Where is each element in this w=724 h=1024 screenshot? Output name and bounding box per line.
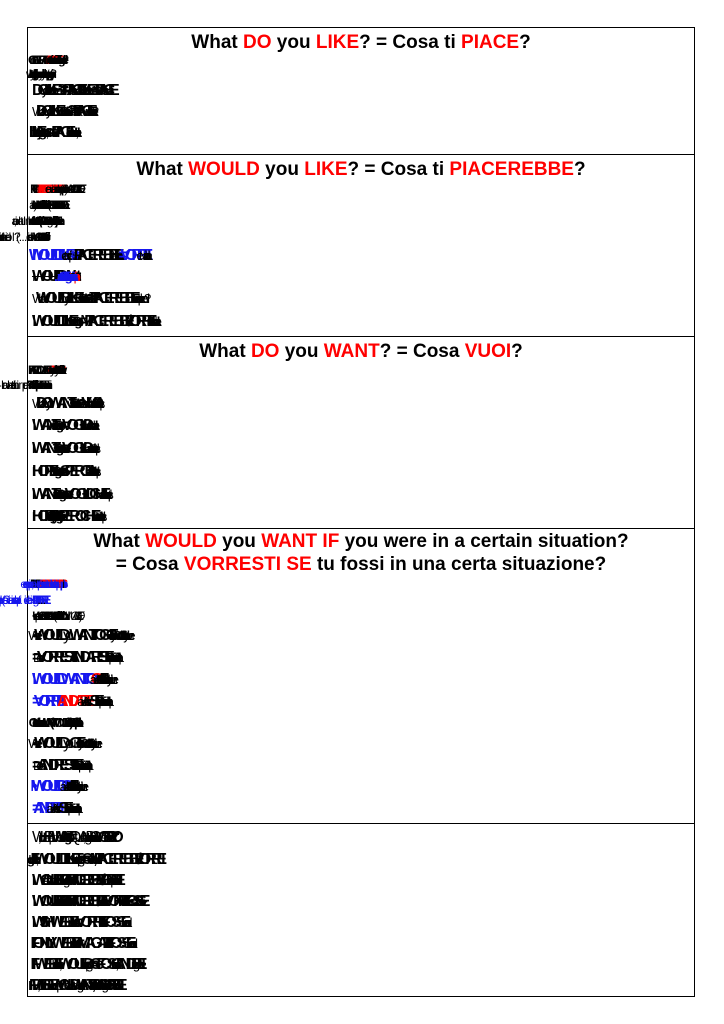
text-run: VOGLIO: [32, 230, 43, 244]
section-body: [32, 363, 690, 528]
text-line: [32, 122, 690, 143]
text-run: DESIDERI: [49, 363, 58, 377]
text-run: vada: [95, 509, 99, 524]
text-run: Andare: [88, 418, 94, 433]
text-run: IF: [32, 956, 35, 973]
text-run: WISH: [32, 914, 50, 931]
text-run: TO go: [55, 418, 61, 433]
text-run: Cosa: [38, 577, 40, 591]
text-line: [32, 870, 690, 891]
text-run: at the weekend: [65, 103, 68, 119]
text-run: I Could Go: [73, 779, 77, 794]
text-run: QUANDO: [68, 829, 95, 846]
text-run: HOPE: [32, 463, 54, 480]
text-line: [32, 733, 690, 755]
text-run: DESIDEREI: [32, 593, 43, 607]
text-run: Could Go: [80, 736, 91, 751]
text-run: andare: [88, 441, 93, 456]
text-run: WOULD LIKE -: [64, 182, 76, 196]
text-run: Fare: [134, 291, 136, 306]
text-run: VORRO': [94, 829, 113, 846]
text-run: = VOGLIO: [60, 440, 89, 457]
text-line: [32, 755, 690, 776]
text-run: FAREBBE PIACERE: [40, 198, 65, 212]
text-run: TO do: [60, 103, 66, 119]
text-run: potess: [59, 577, 63, 591]
text-run: WERE: [32, 977, 51, 994]
text-run: happy: [43, 66, 49, 81]
section-would-you-like: [28, 155, 694, 337]
text-line: [32, 483, 690, 506]
section-body: [32, 824, 690, 996]
section-title: [32, 340, 690, 363]
text-run: WERE: [51, 935, 76, 952]
text-run: = VOGLIO CHE: [62, 486, 106, 503]
text-run: =: [91, 82, 95, 99]
text-run: VORREI: [100, 977, 118, 994]
text-run: ANDREI: [114, 956, 140, 973]
text-run: WOULD: [34, 627, 65, 644]
text-run: WOULD LIKE: [32, 313, 74, 330]
text-run: Andare: [149, 314, 156, 329]
text-run: WANT TO GO IF: [69, 627, 113, 644]
text-run: LIKE: [44, 82, 57, 99]
text-run: What: [136, 159, 189, 180]
text-run: WOULD Want: [32, 268, 76, 285]
text-run: NON: [55, 609, 65, 623]
text-run: = VOGLIO: [60, 417, 89, 434]
text-run: = VORREI: [32, 693, 57, 710]
grammar-sheet: [27, 27, 695, 997]
text-run: MI PIACEREBBE / VORREI: [89, 851, 160, 868]
text-run: Dove: [35, 650, 37, 665]
text-run: In GENERALE: [32, 53, 47, 67]
text-run: you: [216, 531, 262, 552]
text-run: Potessi Andare: [67, 801, 76, 816]
text-run: you: [259, 159, 305, 180]
text-run: What: [32, 291, 36, 306]
text-run: you were in a certain situation?: [339, 531, 629, 552]
text-run: PIACE: [51, 124, 71, 141]
text-run: = Se FOSSI: [88, 956, 115, 973]
text-run: goING: [41, 125, 48, 140]
text-run: WHEN: [32, 829, 52, 846]
text-line: [32, 363, 690, 377]
text-run: HOPE: [32, 508, 54, 525]
text-line: [32, 310, 690, 333]
text-run: Go: [90, 671, 102, 688]
text-run: FA PIACERE: [46, 53, 59, 67]
text-run: FOSSE: [123, 893, 144, 910]
text-run: I WOULD LIKE: [32, 247, 71, 264]
text-run: idiomaticamente: [53, 214, 59, 228]
text-run: • Where: [32, 736, 35, 751]
text-run: = VORREI: [73, 914, 101, 931]
text-run: WOULD Go: [32, 778, 72, 795]
text-line: [32, 798, 690, 819]
text-run: DO: [35, 102, 48, 120]
text-run: TO do: [78, 291, 84, 306]
text-run: WANT: [323, 341, 380, 362]
text-run: = MI PIACEREBBE / VORREI: [66, 872, 117, 889]
text-line: [32, 776, 690, 798]
text-run: In PARTICOLARE: [32, 363, 48, 377]
text-run: DO: [243, 32, 272, 53]
text-run: questo weekend?: [135, 291, 146, 306]
text-line: [32, 624, 690, 647]
text-run: WOULD LIKE To: [32, 893, 67, 910]
text-run: I LIKE: [82, 82, 92, 99]
text-run: =: [78, 313, 81, 330]
text-run: ?: [62, 53, 63, 67]
text-line: [32, 576, 690, 592]
text-run: PIACEREBBE: [73, 247, 119, 264]
text-run: 2°Condizionale: [38, 198, 41, 212]
text-run: TO go: [73, 314, 79, 329]
text-run: TI: [89, 290, 90, 307]
text-run: Potessi Andare: [78, 758, 87, 773]
text-run: =: [47, 124, 52, 141]
text-run: TO do: [71, 396, 77, 411]
text-run: ? =: [57, 82, 64, 99]
text-run: him TO go: [55, 487, 63, 502]
text-run: MI: [80, 313, 85, 330]
text-run: DO: [35, 395, 48, 412]
text-line: [32, 592, 690, 608]
text-run: IF ONLY: [32, 935, 52, 952]
text-line: [32, 377, 690, 393]
text-line: [32, 213, 690, 229]
text-run: PIACE: [72, 102, 92, 120]
text-run: PIACEREBBE: [449, 159, 574, 180]
text-run: PIACEREBBE / VORREI: [84, 313, 150, 330]
text-run: Cosa: [79, 396, 82, 411]
text-run: the cinema: [56, 83, 58, 98]
text-line: [32, 647, 690, 669]
section-subtitle: [32, 553, 690, 576]
text-line: [32, 54, 690, 68]
text-run: SE: [58, 800, 68, 817]
text-run: pleasure: [32, 66, 35, 81]
text-run: VUOI: [81, 395, 97, 412]
text-run: IF: [71, 778, 74, 795]
text-run: you: [64, 627, 70, 644]
section-would-you-want-if: [28, 529, 694, 824]
text-run: = MI PIACEREBBE: [66, 893, 104, 910]
text-run: you: [279, 341, 324, 362]
text-line: [32, 975, 690, 996]
text-run: Would: [32, 198, 39, 212]
text-line: [32, 912, 690, 933]
text-run: WOULD: [145, 531, 217, 552]
text-line: [32, 506, 690, 528]
text-run: PIACE: [63, 82, 83, 99]
text-run: Could Go: [112, 628, 124, 643]
text-run: wish: [57, 363, 61, 377]
text-run: PIACE: [94, 82, 114, 99]
text-run: = Se: [80, 851, 90, 868]
text-run: Potessi Andare: [98, 694, 107, 709]
text-run: I LIKE: [32, 124, 42, 141]
text-run: What: [191, 32, 243, 53]
text-run: ?: [50, 66, 51, 81]
text-run: WANT: [261, 531, 318, 552]
text-run: enjoy: [48, 66, 51, 81]
text-run: VORREI (letteralmente WOULD WANT): [32, 214, 54, 228]
text-run: TO go: [55, 441, 61, 456]
text-run: = Cosa: [115, 554, 184, 575]
section-title: [32, 31, 690, 54]
text-run: = VORREI: [118, 247, 146, 264]
text-run: ? = Cosa ti: [359, 32, 462, 53]
text-run: WERE: [49, 914, 74, 931]
text-run: What: [199, 341, 251, 362]
text-run: = MAGARI: [75, 935, 107, 952]
text-run: ANDARE: [56, 693, 90, 710]
text-run: WANT: [32, 417, 56, 434]
text-run: WOULD WANT: [50, 977, 89, 994]
text-run: IF: [101, 671, 104, 688]
text-line: [32, 608, 690, 624]
text-run: WOULD: [188, 159, 260, 180]
text-run: LIKE: [66, 290, 79, 307]
text-run: VUOI: [464, 341, 512, 362]
text-run: WOULD: [35, 290, 67, 307]
text-run: =: [76, 395, 80, 412]
text-line: [32, 849, 690, 870]
text-run: WANT: [32, 440, 56, 457]
section-body: [32, 576, 690, 819]
text-run: WANT: [47, 395, 72, 412]
text-line: [32, 229, 690, 245]
section-do-you-want: [28, 337, 694, 529]
text-run: WOULD WANT: [32, 609, 56, 623]
text-run: WOULD: [58, 956, 89, 973]
text-run: tu fossi in una certa situazione?: [311, 554, 607, 575]
text-run: =: [32, 757, 36, 774]
text-run: godere: [58, 53, 63, 67]
text-line: [32, 437, 690, 460]
text-run: Dove: [35, 758, 37, 773]
text-run: PIACE: [461, 32, 520, 53]
text-run: LIKE: [315, 32, 360, 53]
text-run: FOSSE: [100, 914, 126, 931]
text-run: IF: [322, 531, 340, 552]
text-run: SE: [89, 693, 99, 710]
text-run: WERE: [34, 956, 59, 973]
text-run: makes: [36, 66, 44, 81]
text-line: [32, 414, 690, 437]
text-run: ora: [63, 182, 65, 196]
text-line: [32, 245, 690, 266]
text-line: [32, 460, 690, 483]
text-run: FOSSI: [53, 577, 60, 591]
text-run: =: [70, 247, 74, 264]
text-run: andare: [88, 464, 93, 479]
text-line: [32, 954, 690, 975]
text-run: Cosa: [87, 291, 90, 306]
text-run: se potess: [62, 182, 64, 196]
text-run: ? =: [67, 102, 73, 120]
text-run: WOULD WANT TO: [32, 671, 91, 688]
text-line: [32, 197, 690, 213]
text-run: ?: [573, 159, 586, 180]
text-run: Un'IPOTESI: [32, 182, 39, 196]
text-run: =: [84, 290, 88, 307]
text-run: VORREI: [103, 893, 124, 910]
text-run: WANT: [32, 486, 56, 503]
section-body: [32, 54, 690, 143]
text-run: = Se FOSSI: [88, 977, 101, 994]
text-line: [32, 393, 690, 414]
text-run: I Could Go: [103, 672, 107, 687]
text-run: gives: [32, 66, 33, 81]
text-line: [32, 102, 690, 123]
text-run: you: [64, 735, 70, 752]
text-line: [32, 933, 690, 954]
text-line: [32, 891, 690, 912]
text-run: = SPERO CHE: [53, 508, 96, 525]
section-title: [32, 158, 690, 181]
text-run: Andare: [70, 125, 77, 140]
text-run: ? = Cosa: [379, 341, 465, 362]
text-run: Fare: [96, 396, 98, 411]
text-run: ?: [511, 341, 523, 362]
text-run: FOSSE: [106, 935, 131, 952]
text-run: * Confronta senza WANT (WOULD + VERB diventa 1 parola in Italiano):: [32, 715, 66, 730]
text-line: [32, 713, 690, 733]
text-line: [32, 81, 690, 102]
text-run: WOULD: [34, 735, 65, 752]
text-run: What: [32, 396, 36, 411]
text-run: WOULD LIKE To: [34, 851, 81, 868]
text-run: Fare: [91, 103, 93, 119]
text-run: Cosa: [47, 363, 50, 377]
text-run: VORRESTI ANDARE SE: [36, 649, 109, 666]
text-run: WOULD LIKE: [64, 609, 79, 623]
text-line: [32, 669, 690, 691]
text-run: What: [93, 531, 146, 552]
text-run: = SPERO DI: [58, 463, 89, 480]
section-title: [32, 530, 690, 553]
text-run: ? = Cosa ti: [347, 159, 450, 180]
text-run: SE: [286, 554, 312, 575]
text-run: Go IF: [69, 735, 81, 752]
text-run: What: [32, 103, 36, 119]
text-run: = ANDREI: [32, 800, 59, 817]
text-line: [32, 68, 690, 82]
text-line: [32, 287, 690, 310]
text-run: pleases: [34, 66, 37, 81]
text-line: [32, 266, 690, 287]
text-run: LIKE: [304, 159, 348, 180]
section-do-you-like: [28, 28, 694, 155]
text-run: =: [32, 649, 36, 666]
text-line: [32, 181, 690, 197]
section-wishes-and-conditionals: [28, 824, 694, 998]
text-run: LIKE: [47, 102, 61, 120]
text-run: TO go: [53, 464, 59, 479]
text-run: IF: [32, 851, 35, 868]
text-run: VORRESTI: [183, 554, 282, 575]
text-line: [32, 691, 690, 713]
text-run: Potessi Andare: [108, 650, 117, 665]
text-run: DO: [32, 82, 44, 99]
text-run: PIACEREBBE: [89, 290, 135, 307]
text-run: Un'IPOTESI: [32, 577, 39, 591]
text-run: FAREBBE PIACERE: [38, 182, 63, 196]
text-run: WANT: [51, 829, 69, 846]
text-run: • Where: [32, 628, 35, 643]
text-run: DESIDERESTI: [39, 577, 54, 591]
text-run: you: [271, 32, 316, 53]
text-line: [32, 826, 690, 849]
text-run: DO: [250, 341, 280, 362]
text-run: ?: [519, 32, 531, 53]
text-run: ANDRESTI SE: [36, 757, 79, 774]
text-run: WOULD LIKE To: [32, 872, 67, 889]
section-body: [32, 181, 690, 333]
